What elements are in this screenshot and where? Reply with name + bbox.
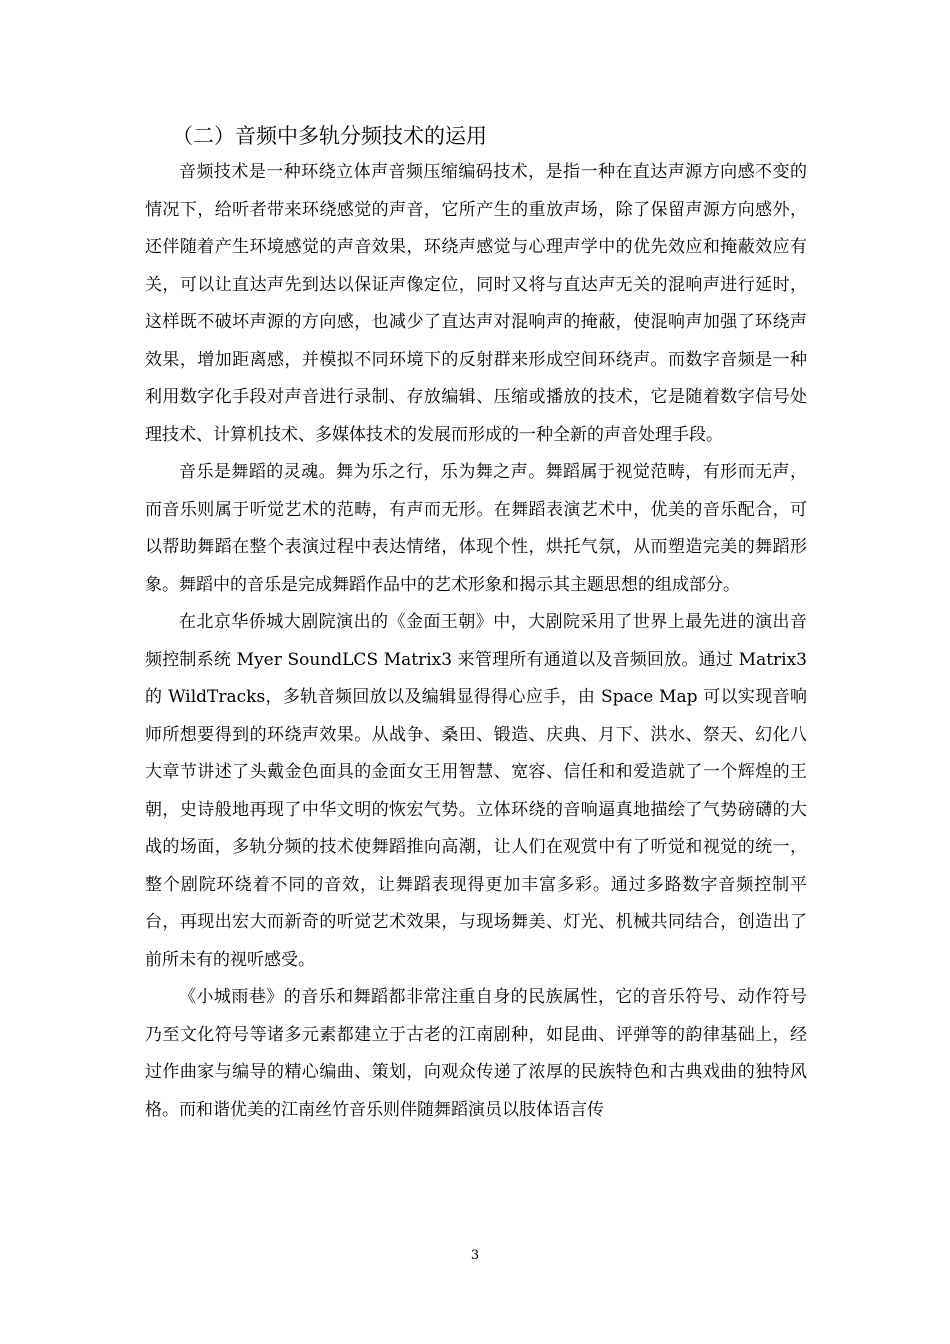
- paragraph-surround-audio: 音频技术是一种环绕立体声音频压缩编码技术，是指一种在直达声源方向感不变的情况下，给听者带来环绕感觉的声音，它所产生的重放声场，除了保留声源方向感外，还伴随着产生环境感觉的声音效果，环绕声感觉与心理声学中的优先效应和掩蔽效应有关，可以让直达声先到达以保证声像定位，同时又将与直达声无关的混响声进行延时，这样既不破坏声源的方向感，也减少了直达声对混响声的掩蔽，使混响声加强了环绕声效果，增加距离感，并模拟不同环境下的反射群来形成空间环绕声。而数字音频是一种利用数字化手段对声音进行录制、存放编辑、压缩或播放的技术，它是随着数字信号处理技术、计算机技术、多媒体技术的发展而形成的一种全新的声音处理手段。: [145, 162, 807, 445]
- section-heading: （二）音频中多轨分频技术的运用: [172, 124, 487, 148]
- page-number: 3: [470, 1248, 480, 1263]
- paragraph-small-town-rain-lane: 《小城雨巷》的音乐和舞蹈都非常注重自身的民族属性，它的音乐符号、动作符号乃至文化符号等诸多元素都建立于古老的江南剧种，如昆曲、评弹等的韵律基础上，经过作曲家与编导的精心编曲、策划，向观众传递了浓厚的民族特色和古典戏曲的独特风格。而和谐优美的江南丝竹音乐则伴随舞蹈演员以肢体语言传: [145, 987, 807, 1120]
- paragraph-music-dance: 音乐是舞蹈的灵魂。舞为乐之行，乐为舞之声。舞蹈属于视觉范畴，有形而无声，而音乐则属于听觉艺术的范畴，有声而无形。在舞蹈表演艺术中，优美的音乐配合，可以帮助舞蹈在整个表演过程中表达情绪，体现个性，烘托气氛，从而塑造完美的舞蹈形象。舞蹈中的音乐是完成舞蹈作品中的艺术形象和揭示其主题思想的组成部分。: [145, 462, 807, 595]
- paragraph-golden-mask-dynasty: 在北京华侨城大剧院演出的《金面王朝》中，大剧院采用了世界上最先进的演出音频控制系统 Myer SoundLCS Matrix3 来管理所有通道以及音频回放。通过 Matrix3 的 WildTracks，多轨音频回放以及编辑显得得心应手，由 Space Map 可以实现音响师所想要得到的环绕声效果。从战争、桑田、锻造、庆典、月下、洪水、祭天、幻化八大章节讲述了头戴金色面具的金面女王用智慧、宽容、信任和和爱造就了一个辉煌的王朝，史诗般地再现了中华文明的恢宏气势。立体环绕的音响逼真地描绘了气势磅礴的大战的场面，多轨分频的技术使舞蹈推向高潮，让人们在观赏中有了听觉和视觉的统一，整个剧院环绕着不同的音效，让舞蹈表现得更加丰富多彩。通过多路数字音频控制平台，再现出宏大而新奇的听觉艺术效果，与现场舞美、灯光、机械共同结合，创造出了前所未有的视听感受。: [145, 612, 807, 970]
- body-text: [145, 154, 807, 1129]
